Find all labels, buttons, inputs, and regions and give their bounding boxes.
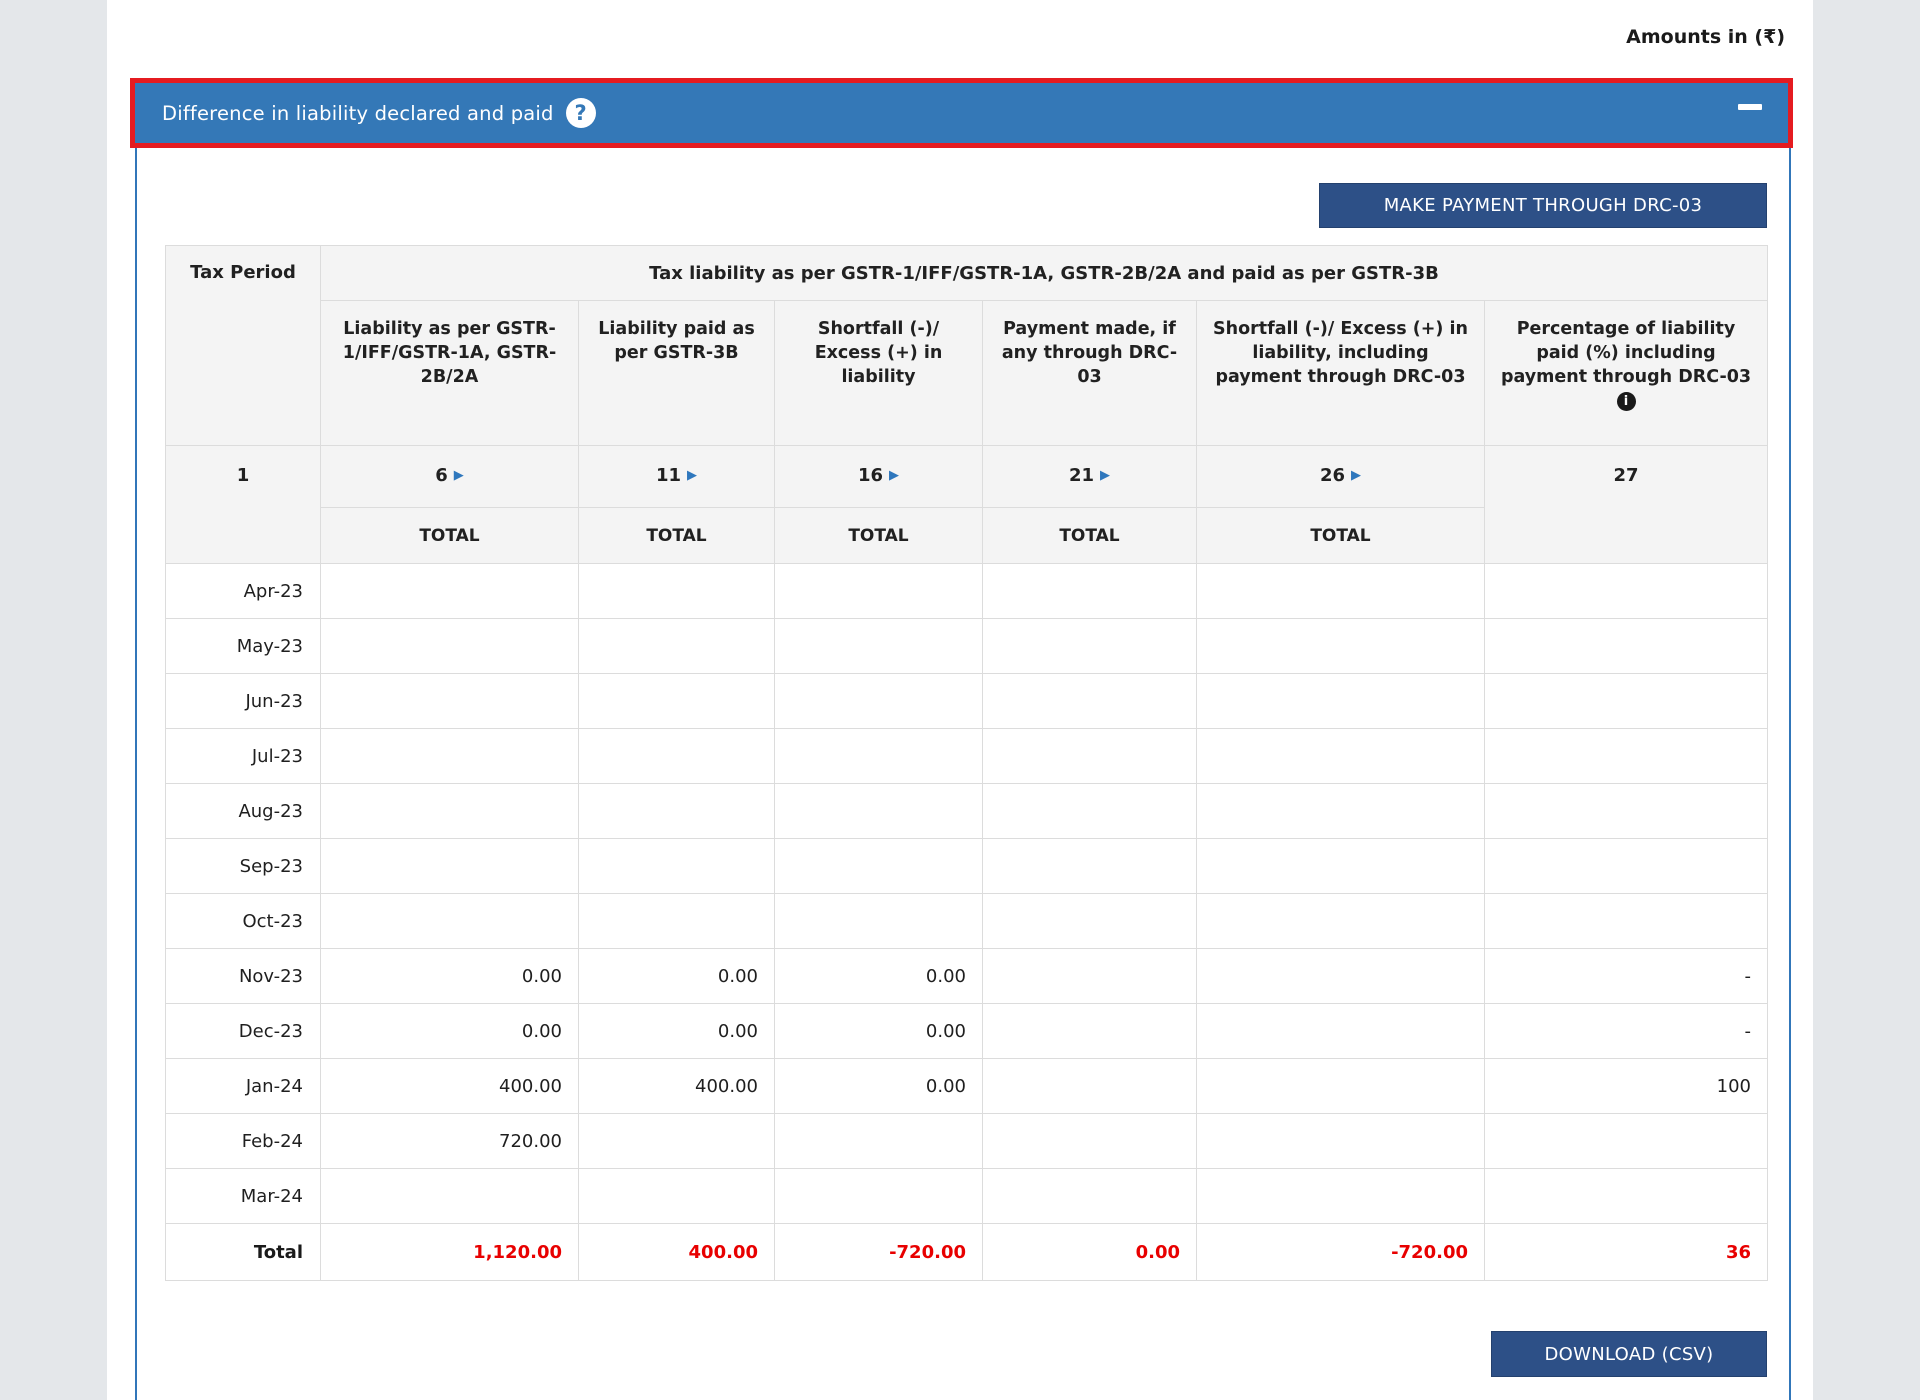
- value-cell: [983, 1169, 1197, 1224]
- period-cell: Nov-23: [166, 949, 321, 1004]
- grand-total-row: [166, 1224, 1768, 1281]
- subtotal-label: TOTAL: [1197, 508, 1485, 564]
- value-cell: [1197, 674, 1485, 729]
- total-value-cell: 400.00: [579, 1224, 775, 1281]
- value-cell: [1197, 784, 1485, 839]
- value-cell: [983, 674, 1197, 729]
- value-cell: [1485, 839, 1768, 894]
- table-row: [166, 1169, 1768, 1224]
- total-value-cell: -720.00: [775, 1224, 983, 1281]
- period-cell: Mar-24: [166, 1169, 321, 1224]
- value-cell: [983, 1059, 1197, 1114]
- value-cell: [775, 839, 983, 894]
- panel-title: Difference in liability declared and paid: [162, 101, 554, 125]
- value-cell: [1197, 949, 1485, 1004]
- value-cell: 100: [1485, 1059, 1768, 1114]
- group-header: Tax liability as per GSTR-1/IFF/GSTR-1A, GSTR-2B/2A and paid as per GSTR-3B: [321, 246, 1768, 301]
- value-cell: [321, 784, 579, 839]
- expand-arrow-icon: ▶: [687, 468, 698, 483]
- info-icon[interactable]: i: [1617, 392, 1636, 411]
- col-header-liability-declared: Liability as per GSTR-1/IFF/GSTR-1A, GSTR-2B/2A: [321, 301, 579, 446]
- value-cell: [983, 949, 1197, 1004]
- value-cell: 720.00: [321, 1114, 579, 1169]
- value-cell: [983, 1004, 1197, 1059]
- value-cell: [579, 1169, 775, 1224]
- col-header-percentage-paid: Percentage of liability paid (%) including payment through DRC-03 i: [1485, 301, 1768, 446]
- value-cell: [983, 564, 1197, 619]
- value-cell: [775, 619, 983, 674]
- table-body: [166, 564, 1768, 1224]
- value-cell: [1197, 1169, 1485, 1224]
- liability-difference-table: [165, 245, 1768, 1281]
- value-cell: 0.00: [321, 949, 579, 1004]
- value-cell: [775, 1114, 983, 1169]
- value-cell: [1485, 1169, 1768, 1224]
- tax-period-header: Tax Period: [166, 246, 321, 446]
- value-cell: [1197, 894, 1485, 949]
- value-cell: [775, 729, 983, 784]
- code-cell-16[interactable]: 16 ▶: [775, 446, 983, 508]
- value-cell: [1197, 1004, 1485, 1059]
- table-row: [166, 1114, 1768, 1169]
- value-cell: [1485, 894, 1768, 949]
- value-cell: [775, 564, 983, 619]
- page-card: [107, 0, 1813, 1400]
- table-row: [166, 674, 1768, 729]
- period-cell: Jan-24: [166, 1059, 321, 1114]
- table-row: [166, 729, 1768, 784]
- value-cell: -: [1485, 1004, 1768, 1059]
- total-label: Total: [166, 1224, 321, 1281]
- value-cell: [983, 894, 1197, 949]
- table-row: [166, 619, 1768, 674]
- total-value-cell: 0.00: [983, 1224, 1197, 1281]
- subtotal-label: TOTAL: [579, 508, 775, 564]
- value-cell: [321, 674, 579, 729]
- value-cell: [775, 784, 983, 839]
- table-row: [166, 949, 1768, 1004]
- expand-arrow-icon: ▶: [453, 468, 464, 483]
- make-payment-drc03-button[interactable]: MAKE PAYMENT THROUGH DRC-03: [1319, 183, 1767, 228]
- download-csv-button[interactable]: DOWNLOAD (CSV): [1491, 1331, 1767, 1377]
- col-header-shortfall-incl-drc03: Shortfall (-)/ Excess (+) in liability, including payment through DRC-03: [1197, 301, 1485, 446]
- value-cell: [321, 619, 579, 674]
- period-cell: Jul-23: [166, 729, 321, 784]
- expand-arrow-icon: ▶: [1351, 468, 1362, 483]
- value-cell: 0.00: [775, 1059, 983, 1114]
- code-cell-6[interactable]: 6 ▶: [321, 446, 579, 508]
- value-cell: [1485, 1114, 1768, 1169]
- value-cell: [1197, 729, 1485, 784]
- value-cell: [983, 839, 1197, 894]
- value-cell: [579, 564, 775, 619]
- value-cell: [579, 1114, 775, 1169]
- value-cell: [1485, 619, 1768, 674]
- value-cell: [1197, 1059, 1485, 1114]
- value-cell: [321, 564, 579, 619]
- value-cell: [579, 784, 775, 839]
- value-cell: [579, 839, 775, 894]
- help-question-icon[interactable]: ?: [566, 98, 596, 128]
- code-cell-21[interactable]: 21 ▶: [983, 446, 1197, 508]
- collapse-minus-icon[interactable]: [1738, 104, 1762, 110]
- period-cell: Aug-23: [166, 784, 321, 839]
- code-cell-11[interactable]: 11 ▶: [579, 446, 775, 508]
- value-cell: [775, 1169, 983, 1224]
- table-row: [166, 564, 1768, 619]
- value-cell: [1197, 839, 1485, 894]
- panel-collapse-header[interactable]: [130, 78, 1793, 148]
- value-cell: 0.00: [579, 949, 775, 1004]
- value-cell: [983, 619, 1197, 674]
- value-cell: [983, 784, 1197, 839]
- value-cell: [321, 1169, 579, 1224]
- period-cell: Dec-23: [166, 1004, 321, 1059]
- col-header-payment-drc03: Payment made, if any through DRC-03: [983, 301, 1197, 446]
- code-cell-27: 27: [1485, 446, 1768, 564]
- value-cell: [775, 674, 983, 729]
- value-cell: [1485, 674, 1768, 729]
- value-cell: [1485, 729, 1768, 784]
- value-cell: [1197, 564, 1485, 619]
- value-cell: [1485, 784, 1768, 839]
- value-cell: 0.00: [775, 1004, 983, 1059]
- value-cell: [579, 729, 775, 784]
- table-row: [166, 894, 1768, 949]
- value-cell: [775, 894, 983, 949]
- value-cell: 400.00: [579, 1059, 775, 1114]
- value-cell: [579, 674, 775, 729]
- amounts-note: Amounts in (₹): [1626, 26, 1785, 48]
- period-cell: Feb-24: [166, 1114, 321, 1169]
- value-cell: [321, 894, 579, 949]
- col-header-shortfall: Shortfall (-)/ Excess (+) in liability: [775, 301, 983, 446]
- period-cell: Jun-23: [166, 674, 321, 729]
- code-cell-26[interactable]: 26 ▶: [1197, 446, 1485, 508]
- col-header-liability-paid: Liability paid as per GSTR-3B: [579, 301, 775, 446]
- corner-code-cell: 1: [166, 446, 321, 564]
- subtotal-label: TOTAL: [775, 508, 983, 564]
- period-cell: May-23: [166, 619, 321, 674]
- value-cell: 0.00: [321, 1004, 579, 1059]
- value-cell: -: [1485, 949, 1768, 1004]
- table-row: [166, 1004, 1768, 1059]
- total-value-cell: 36: [1485, 1224, 1768, 1281]
- total-value-cell: -720.00: [1197, 1224, 1485, 1281]
- table-row: [166, 784, 1768, 839]
- value-cell: [321, 839, 579, 894]
- value-cell: [321, 729, 579, 784]
- subtotal-label: TOTAL: [983, 508, 1197, 564]
- value-cell: [1197, 1114, 1485, 1169]
- value-cell: [1485, 564, 1768, 619]
- total-value-cell: 1,120.00: [321, 1224, 579, 1281]
- subtotal-label: TOTAL: [321, 508, 579, 564]
- period-cell: Sep-23: [166, 839, 321, 894]
- value-cell: [1197, 619, 1485, 674]
- value-cell: 0.00: [579, 1004, 775, 1059]
- expand-arrow-icon: ▶: [889, 468, 900, 483]
- table-row: [166, 1059, 1768, 1114]
- period-cell: Apr-23: [166, 564, 321, 619]
- value-cell: [579, 619, 775, 674]
- value-cell: [983, 729, 1197, 784]
- value-cell: 0.00: [775, 949, 983, 1004]
- value-cell: [579, 894, 775, 949]
- panel-body: [135, 148, 1791, 1400]
- period-cell: Oct-23: [166, 894, 321, 949]
- value-cell: [983, 1114, 1197, 1169]
- table-row: [166, 839, 1768, 894]
- value-cell: 400.00: [321, 1059, 579, 1114]
- expand-arrow-icon: ▶: [1100, 468, 1111, 483]
